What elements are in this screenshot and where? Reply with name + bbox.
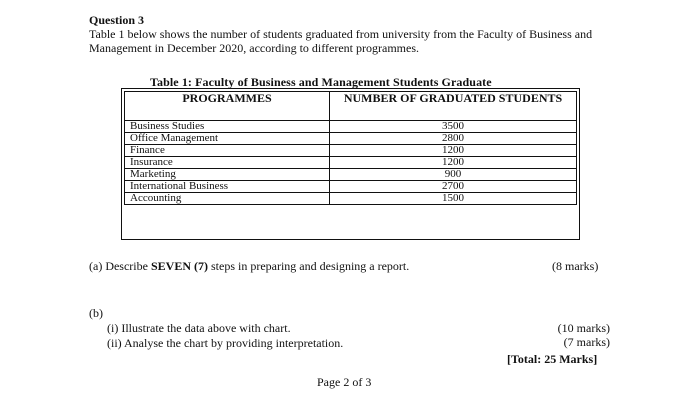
students-cell: 2700	[330, 181, 577, 193]
part-b-marks	[540, 321, 610, 349]
table-row	[125, 133, 577, 145]
table-row	[125, 157, 577, 169]
part-a-question	[89, 259, 409, 274]
students-cell: 2800	[330, 133, 577, 145]
part-b-marks-i: (10 marks)	[557, 321, 610, 335]
part-a-marks: (8 marks)	[552, 259, 599, 273]
table-caption: Table 1: Faculty of Business and Management Students Graduate	[150, 75, 492, 89]
students-cell: 1200	[330, 145, 577, 157]
part-b-marks-ii: (7 marks)	[563, 335, 610, 349]
students-cell: 1500	[330, 193, 577, 205]
part-a-bold: SEVEN (7)	[150, 259, 208, 273]
programme-cell: Business Studies	[125, 121, 330, 133]
programme-cell: Finance	[125, 145, 330, 157]
programme-cell: Insurance	[125, 157, 330, 169]
question-title: Question 3	[89, 13, 145, 27]
part-a-prefix: (a) Describe	[89, 259, 151, 273]
table-row	[125, 193, 577, 205]
programme-cell: International Business	[125, 181, 330, 193]
students-cell: 900	[330, 169, 577, 181]
table-row	[125, 145, 577, 157]
students-cell: 1200	[330, 157, 577, 169]
total-marks: [Total: 25 Marks]	[507, 352, 598, 366]
part-b-item-i: (i) Illustrate the data above with chart.	[107, 321, 291, 335]
part-b-label: (b)	[89, 306, 103, 320]
part-b-item-ii: (ii) Analyse the chart by providing interpretation.	[107, 336, 344, 350]
table-header-row	[125, 92, 577, 121]
header-number-graduated: NUMBER OF GRADUATED STUDENTS	[330, 92, 577, 121]
students-cell: 3500	[330, 121, 577, 133]
programme-cell: Office Management	[125, 133, 330, 145]
table-row	[125, 121, 577, 133]
programme-cell: Marketing	[125, 169, 330, 181]
part-a-suffix: steps in preparing and designing a report.	[207, 259, 410, 273]
question-intro: Table 1 below shows the number of students graduated from university from the Faculty of Business and Management in December 2020, according to different programmes.	[89, 27, 593, 55]
table-row	[125, 181, 577, 193]
graduates-table	[124, 91, 577, 205]
header-programmes: PROGRAMMES	[125, 92, 330, 121]
table-row	[125, 169, 577, 181]
page-number: Page 2 of 3	[317, 375, 372, 389]
programme-cell: Accounting	[125, 193, 330, 205]
